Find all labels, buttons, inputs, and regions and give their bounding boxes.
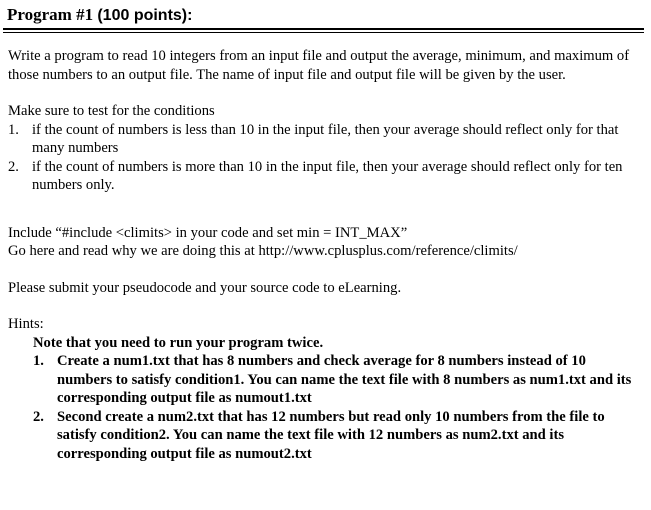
hint-step [33,352,644,408]
hint-step-number: 2. [33,408,44,425]
hint-step [33,408,644,464]
hint-steps-list [33,352,644,463]
assignment-body [8,47,644,463]
include-instruction: Include “#include <climits> in your code and set min = INT_MAX” [8,224,408,241]
conditions-section [8,102,644,195]
conditions-list [8,121,644,195]
hints-note: Note that you need to run your program twice. [33,334,324,351]
program-title: Program #1 [7,5,94,24]
hints-label: Hints: [8,316,44,332]
condition-item [8,158,644,195]
conditions-lead: Make sure to test for the conditions [8,103,215,119]
submit-instruction: Please submit your pseudocode and your source code to eLearning. [8,279,402,296]
condition-number: 1. [8,121,19,138]
condition-item [8,121,644,158]
hint-step-text: Second create a num2.txt that has 12 numbers but read only 10 numbers from the file to satisfy condition2. You can name the text file with 12 numbers as num2.txt and its corresponding output file as numout2.txt [57,408,605,462]
include-section [8,224,644,261]
page-title [7,5,192,26]
hint-step-text: Create a num1.txt that has 8 numbers and check average for 8 numbers instead of 10 numbers to satisfy condition1. You can name the text file with 8 numbers as num1.txt and its corresponding output file as numout1.txt [57,353,632,406]
hints-section [8,315,644,463]
intro-paragraph: Write a program to read 10 integers from an input file and output the average, minimum, and maximum of those numbers to an output file. The name of input file and output file will be given by the user. [8,48,630,83]
hint-step-number: 1. [33,353,44,369]
title-divider-thin [3,32,644,33]
condition-text: if the count of numbers is more than 10 in the input file, then your average should reflect only for ten numbers only. [32,158,623,193]
hints-content [33,334,644,464]
reference-link-line: Go here and read why we are doing this at http://www.cplusplus.com/reference/climits/ [8,243,518,259]
condition-text: if the count of numbers is less than 10 in the input file, then your average should reflect only for that many numbers [32,121,619,156]
condition-number: 2. [8,158,19,175]
title-divider-thick [3,28,644,30]
points-label: (100 points): [97,7,193,24]
